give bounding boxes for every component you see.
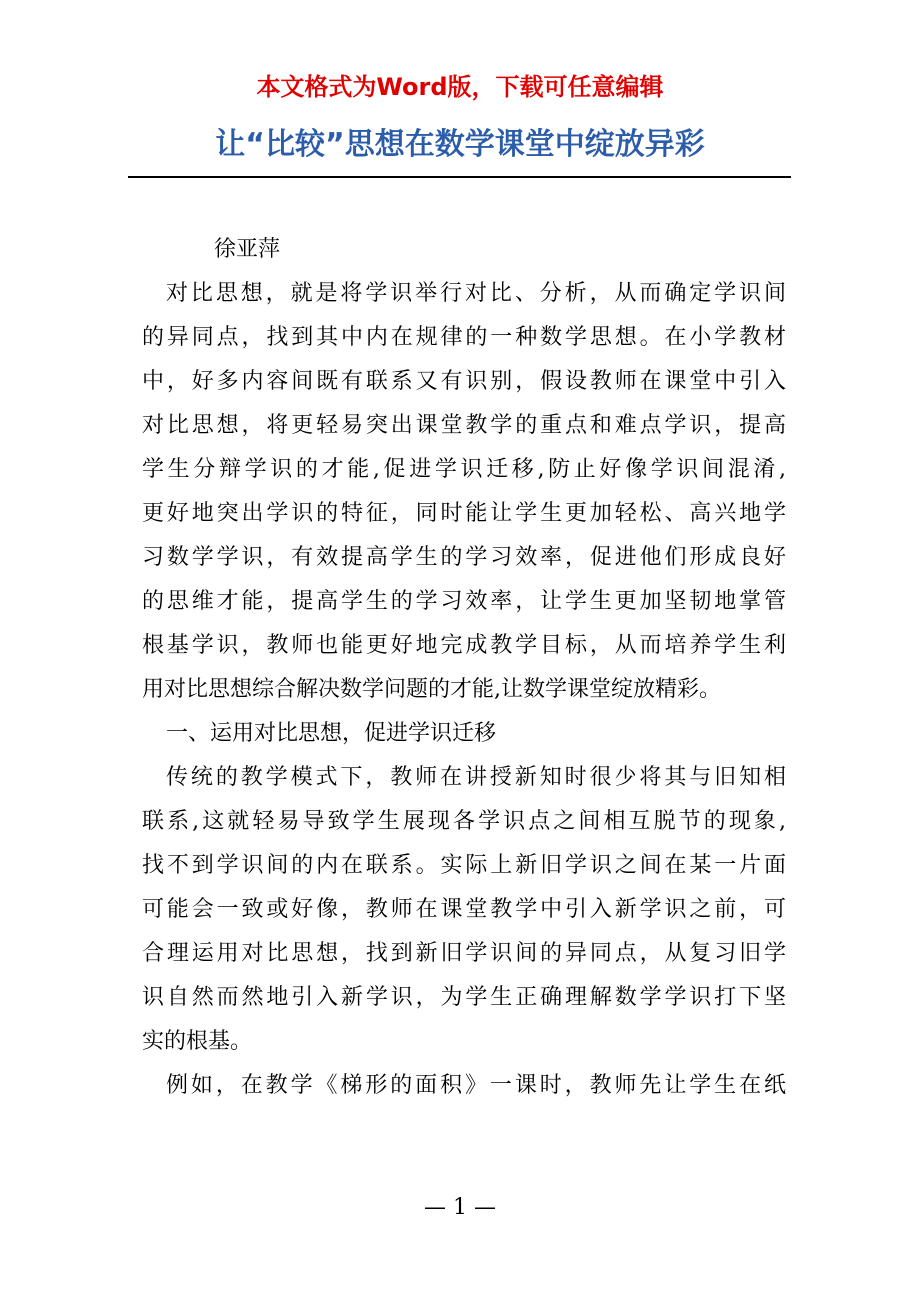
body-line: 实的根基。 (142, 1029, 253, 1054)
body-line: 传统的教学模式下，教师在讲授新知时很少将其与旧知相 (166, 765, 786, 790)
document-title: 让“比较”思想在数学课堂中绽放异彩 (215, 127, 705, 162)
page-number: — 1 — (424, 1195, 496, 1220)
body-line: 的异同点，找到其中内在规律的一种数学思想。在小学教材 (142, 325, 786, 350)
section-heading: 一、运用对比思想，促进学识迁移 (166, 721, 497, 746)
download-notice: 本文格式为Word版，下载可任意编辑 (256, 73, 664, 101)
body-line: 对比思想，就是将学识举行对比、分析，从而确定学识间 (166, 281, 786, 306)
author-name: 徐亚萍 (214, 237, 281, 262)
body-line: 根基学识，教师也能更好地完成教学目标，从而培养学生利 (142, 633, 786, 658)
body-line: 学生分辩学识的才能,促进学识迁移,防止好像学识间混淆, (142, 457, 786, 482)
body-line: 的思维才能，提高学生的学习效率，让学生更加坚韧地掌管 (142, 589, 786, 614)
body-line: 合理运用对比思想，找到新旧学识间的异同点，从复习旧学 (142, 941, 786, 966)
body-line: 中，好多内容间既有联系又有识别，假设教师在课堂中引入 (142, 369, 786, 394)
body-line: 习数学学识，有效提高学生的学习效率，促进他们形成良好 (142, 545, 786, 570)
body-line: 可能会一致或好像，教师在课堂教学中引入新学识之前，可 (142, 897, 786, 922)
body-line: 更好地突出学识的特征，同时能让学生更加轻松、高兴地学 (142, 501, 786, 526)
body-line: 对比思想，将更轻易突出课堂教学的重点和难点学识，提高 (142, 413, 786, 438)
body-line: 识自然而然地引入新学识，为学生正确理解数学学识打下坚 (142, 985, 786, 1010)
body-line: 用对比思想综合解决数学问题的才能,让数学课堂绽放精彩。 (142, 677, 721, 702)
body-line: 找不到学识间的内在联系。实际上新旧学识之间在某一片面 (142, 853, 786, 878)
body-line: 联系,这就轻易导致学生展现各学识点之间相互脱节的现象, (142, 809, 786, 834)
title-divider (128, 176, 791, 178)
body-line: 例如，在教学《梯形的面积》一课时，教师先让学生在纸 (166, 1073, 786, 1098)
document-body (142, 228, 786, 1108)
